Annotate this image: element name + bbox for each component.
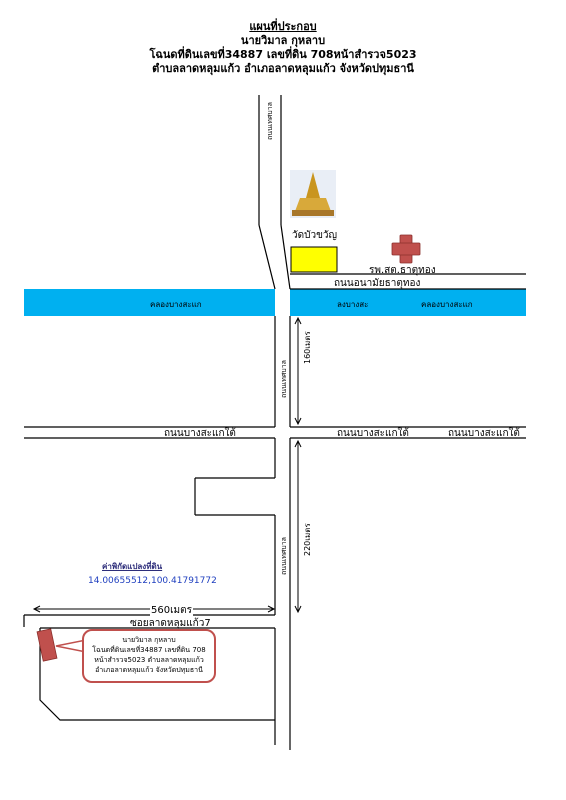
road-anamai-label: ถนนอนามัยธาตุทอง <box>334 278 421 289</box>
coordinates-title: ค่าพิกัดแปลงที่ดิน <box>102 562 163 571</box>
road-bangsakae-right-label: ถนนบางสะแกใต้ <box>448 428 520 439</box>
coordinates-value: 14.00655512,100.41791772 <box>88 576 217 586</box>
temple-plot <box>291 247 337 272</box>
canal-right <box>290 289 526 316</box>
owner-name: นายวิมาล กุหลาบ <box>240 34 326 47</box>
deed-info: โฉนดที่ดินเลขที่34887 เลขที่ดิน 708หน้าสำรวจ5023 <box>149 48 417 61</box>
callout-owner: นายวิมาล กุหลาบ <box>122 636 176 644</box>
land-callout <box>82 629 216 683</box>
temple-label: วัดบัวขวัญ <box>292 230 338 241</box>
road-vertical-mid-label: ถนนเทศบาล <box>280 360 288 398</box>
distance-160-label: 160เมตร <box>303 331 312 364</box>
distance-220-label: 220เมตร <box>303 523 312 556</box>
road-bangsakae-mid-label: ถนนบางสะแกใต้ <box>337 428 409 439</box>
road-north-bend-right <box>281 225 290 289</box>
road-north-bend-left <box>259 225 275 289</box>
distance-560-label: 560เมตร <box>151 605 192 616</box>
road-vertical-top-label: ถนนเทศบาล <box>266 102 274 140</box>
canal-mid-label: ลงบางสะ <box>337 300 369 309</box>
callout-district: อำเภอลาดหลุมแก้ว จังหวัดปทุมธานี <box>95 666 203 674</box>
hospital-cross-icon <box>392 235 420 263</box>
road-bangsakae-left-label: ถนนบางสะแกใต้ <box>164 428 236 439</box>
canal-left-label: คลองบางสะแก <box>150 300 202 309</box>
address-info: ตำบลลาดหลุมแก้ว อำเภอลาดหลุมแก้ว จังหวัดปทุมธานี <box>152 62 414 75</box>
road-soi-label: ซอยลาดหลุมแก้ว7 <box>130 618 211 629</box>
canal-right-label: คลองบางสะแก <box>421 300 473 309</box>
road-vertical-bottom-label: ถนนเทศบาล <box>280 537 288 575</box>
map-title: แผนที่ประกอบ <box>249 20 317 33</box>
callout-survey: หน้าสำรวจ5023 ตำบลลาดหลุมแก้ว <box>94 656 204 664</box>
callout-deed: โฉนดที่ดินเลขที่34887 เลขที่ดิน 708 <box>92 646 206 654</box>
hospital-label: รพ.สต.ธาตุทอง <box>369 265 436 276</box>
temple-icon <box>290 170 336 218</box>
